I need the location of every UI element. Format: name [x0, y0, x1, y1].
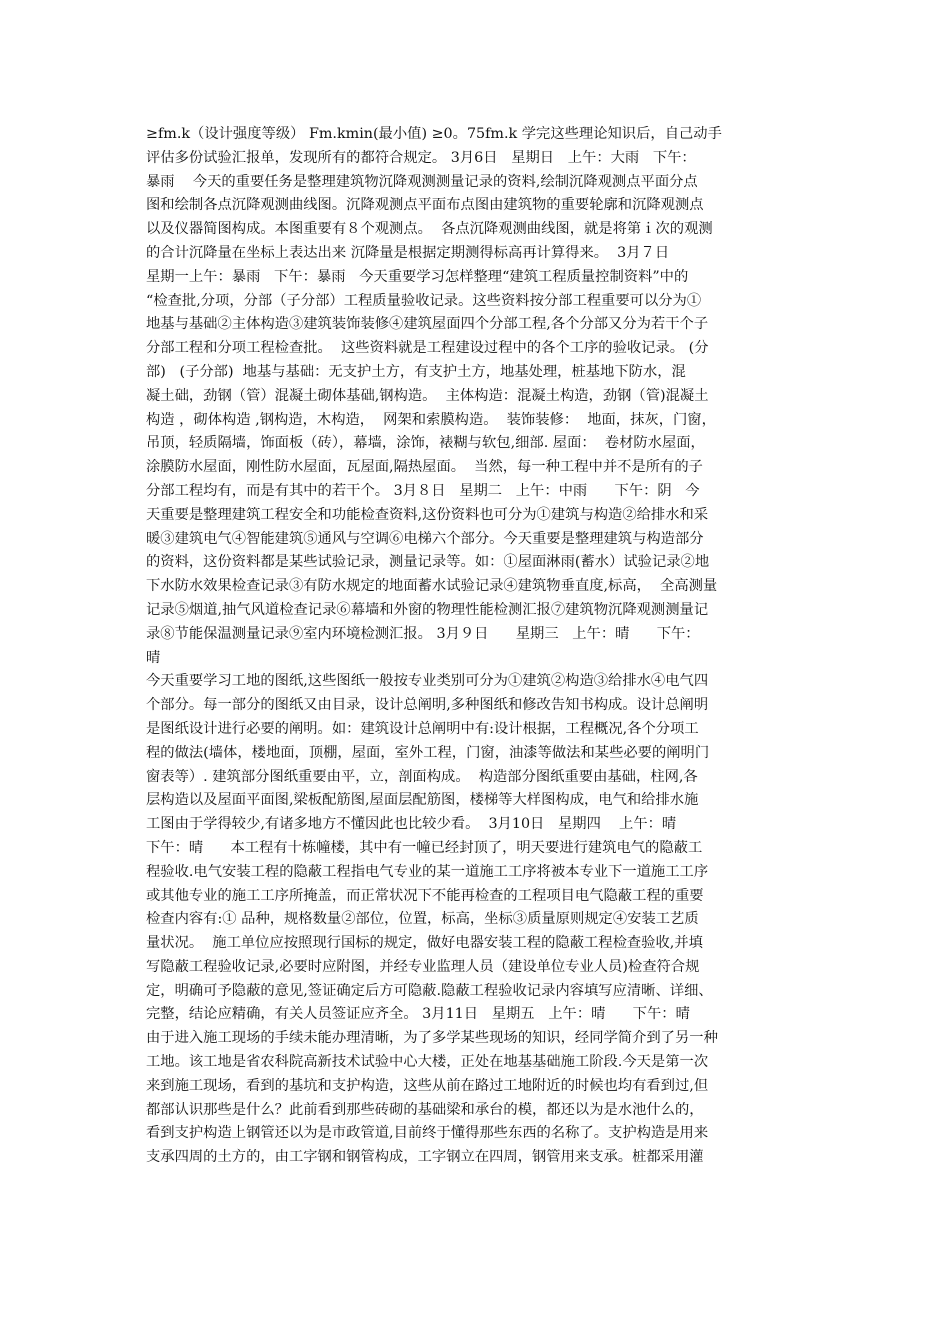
- text-line: 星期一上午：暴雨 下午：暴雨 今天重要学习怎样整理“建筑工程质量控制资料”中的: [146, 268, 689, 285]
- text-line: 录⑧节能保温测量记录⑨室内环境检测汇报。 3月９日 星期三 上午：晴 下午：: [146, 625, 700, 642]
- text-line: 由于进入施工现场的手续未能办理清晰，为了多学某些现场的知识，经同学简介到了另一种: [146, 1030, 718, 1047]
- text-line: 晴: [146, 649, 161, 666]
- text-line: 凝土础，劲钢（管）混凝土砌体基础,钢构造。 主体构造：混凝土构造，劲钢（管)混凝土: [146, 387, 709, 404]
- text-line: 天重要是整理建筑工程安全和功能检查资料,这份资料也可分为①建筑与构造②给排水和采: [146, 506, 709, 523]
- text-line: 的合计沉降量在坐标上表达出来 沉降量是根据定期测得标高再计算得来。 3月７日: [146, 244, 670, 261]
- text-line: 分部工程和分项工程检查批。 这些资料就是工程建设过程中的各个工序的验收记录。 (分: [146, 340, 709, 357]
- text-line: 检查内容有:① 品种，规格数量②部位，位置，标高，坐标③质量原则规定④安装工艺质: [146, 911, 699, 928]
- text-line: 支承四周的土方的，由工字钢和钢管构成，工字钢立在四周，钢管用来支承。桩都采用灌: [146, 1149, 704, 1166]
- text-line: 都部认识那些是什么？此前看到那些砖砌的基础梁和承台的模，都还以为是水池什么的，: [146, 1101, 704, 1118]
- text-line: 来到施工现场，看到的基坑和支护构造，这些从前在路过工地附近的时候也均有看到过,但: [146, 1077, 709, 1094]
- text-line: 分部工程均有，而是有其中的若干个。 3月８日 星期二 上午：中雨 下午：阴 今: [146, 482, 700, 499]
- text-line: 窗表等）. 建筑部分图纸重要由平，立，剖面构成。 构造部分图纸重要由基础，柱网,各: [146, 768, 698, 785]
- text-line: 下水防水效果检查记录③有防水规定的地面蓄水试验记录④建筑物垂直度,标高， 全高测量: [146, 578, 718, 595]
- text-line: “检查批,分项，分部（子分部）工程质量验收记录。这些资料按分部工程重要可以分为①: [146, 292, 702, 309]
- text-line: 完整，结论应精确，有关人员签证应齐全。 3月11日 星期五 上午：晴 下午：晴: [146, 1006, 690, 1023]
- document-body: [146, 123, 822, 1170]
- text-line: 工地。该工地是省农科院高新技术试验中心大楼，正处在地基基础施工阶段.今天是第一次: [146, 1054, 709, 1071]
- text-line: 今天重要学习工地的图纸,这些图纸一般按专业类别可分为①建筑②构造③给排水④电气四: [146, 673, 709, 690]
- text-line: 以及仪器简图构成。本图重要有８个观测点。 各点沉降观测曲线图，就是将第ｉ次的观测: [146, 221, 713, 238]
- text-line: 涂膜防水屋面，刚性防水屋面，瓦屋面,隔热屋面。 当然，每一种工程中并不是所有的子: [146, 459, 703, 476]
- text-line: 暖③建筑电气④智能建筑⑤通风与空调⑥电梯六个部分。今天重要是整理建筑与构造部分: [146, 530, 704, 547]
- text-line: 程的做法(墙体，楼地面，顶棚，屋面，室外工程，门窗，油漆等做法和某些必要的阐明门: [146, 744, 710, 761]
- text-line: 工图由于学得较少,有诸多地方不懂因此也比较少看。 3月10日 星期四 上午：晴: [146, 816, 677, 833]
- text-line: 构造 ，砌体构造 ,钢构造，木构造， 网架和索膜构造。 装饰装修： 地面，抹灰，门窗，: [146, 411, 716, 428]
- text-line: 图和绘制各点沉降观测曲线图。沉降观测点平面布点图由建筑物的重要轮廓和沉降观测点: [146, 197, 704, 214]
- text-line: 地基与基础②主体构造③建筑装饰装修④建筑屋面四个分部工程,各个分部又分为若干个子: [146, 316, 709, 333]
- text-line: 部) (子分部) 地基与基础：无支护土方，有支护土方，地基处理，桩基地下防水，混: [146, 363, 686, 380]
- text-line: 量状况。 施工单位应按照现行国标的规定，做好电器安装工程的隐蔽工程检查验收,并填: [146, 935, 703, 952]
- text-line: 定，明确可予隐蔽的意见,签证确定后方可隐蔽.隐蔽工程验收记录内容填写应清晰、详细、: [146, 982, 713, 999]
- text-line: 评估多份试验汇报单，发现所有的都符合规定。 3月6日 星期日 上午：大雨 下午：: [146, 149, 696, 166]
- text-line: 暴雨 今天的重要任务是整理建筑物沉降观测测量记录的资料,绘制沉降观测点平面分点: [146, 173, 698, 190]
- text-line: 看到支护构造上钢管还以为是市政管道,目前终于懂得那些东西的名称了。支护构造是用来: [146, 1125, 709, 1142]
- text-line: 个部分。每一部分的图纸又由目录，设计总阐明,多种图纸和修改告知书构成。设计总阐明: [146, 697, 709, 714]
- text-line: 是图纸设计进行必要的阐明。如：建筑设计总阐明中有:设计根据，工程概况,各个分项工: [146, 720, 699, 737]
- text-line: 或其他专业的施工工序所掩盖，而正常状况下不能再检查的工程项目电气隐蔽工程的重要: [146, 887, 704, 904]
- text-line: 写隐蔽工程验收记录,必要时应附图，并经专业监理人员（建设单位专业人员)检查符合规: [146, 958, 700, 975]
- text-line: ≥fm.k（设计强度等级） Fm.kmin(最小值) ≥0。75fm.k 学完这些理论知识后，自己动手: [146, 126, 722, 142]
- text-line: 下午：晴 本工程有十栋幢楼，其中有一幢已经封顶了，明天要进行建筑电气的隐蔽工: [146, 839, 703, 856]
- text-line: 吊顶，轻质隔墙，饰面板（砖），幕墙，涂饰，裱糊与软包,细部. 屋面： 卷材防水屋面，: [146, 435, 705, 452]
- text-line: 的资料，这份资料都是某些试验记录，测量记录等。如：①屋面淋雨(蓄水）试验记录②地: [146, 554, 710, 571]
- text-line: 程验收.电气安装工程的隐蔽工程指电气专业的某一道施工工序将被本专业下一道施工工序: [146, 863, 709, 880]
- text-line: 层构造以及屋面平面图,梁板配筋图,屋面层配筋图，楼梯等大样图构成，电气和给排水施: [146, 792, 699, 809]
- text-line: 记录⑤烟道,抽气风道检查记录⑥幕墙和外窗的物理性能检测汇报⑦建筑物沉降观测测量记: [146, 601, 709, 618]
